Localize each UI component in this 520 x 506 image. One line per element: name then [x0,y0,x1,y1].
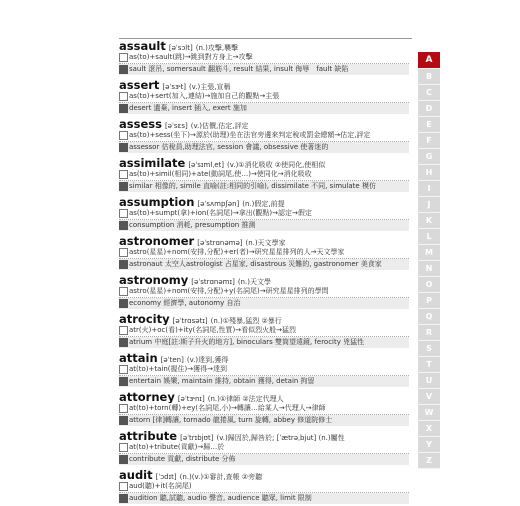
related-words-text: attorn [律]轉讓, tornado 龍捲風, turn 旋轉, abbey 修道院修士 [129,416,333,424]
headword-line [119,38,409,52]
pronunciation: [əˈsʌmpʃən] [197,200,240,208]
alphabet-tab-a[interactable]: A [418,52,440,69]
pronunciation: [əˈsɝt] [162,83,186,91]
etymology-row [119,325,409,337]
alphabet-tab-t[interactable]: T [418,357,440,373]
related-words-icon [119,182,128,191]
etymology-row [119,286,409,298]
related-words-icon [119,455,128,464]
alphabet-tab-z[interactable]: Z [418,453,440,469]
definition: (v.)主張,宣稱 [188,83,231,91]
alphabet-tab-e[interactable]: E [418,117,440,133]
related-words-icon [119,299,128,308]
etymology-icon [119,326,128,335]
definition: (v.)估價,估定,評定 [190,122,249,130]
related-words-text: atrium 中庭[註:斯子升火的地方], binoculars 雙筒望遠鏡, ferocity 兇猛性 [129,338,365,346]
dictionary-entry [119,311,409,348]
pronunciation: [ˈɔdɪt] [155,473,177,481]
etymology-icon [119,170,128,179]
pronunciation: [əˈsɪmlˌet] [188,161,225,169]
dictionary-entry [119,77,409,114]
etymology-text: as(to)+sault(跳)→跳到對方身上→攻擊 [129,53,253,61]
dictionary-entry [119,428,409,465]
headword: audit [119,468,153,481]
etymology-text: as(to)+sumpt(拿)+ion(名詞尾)→拿出(觀點)→認定→假定 [129,209,312,217]
headword-line [119,233,409,247]
etymology-row [119,442,409,454]
headword: attorney [119,390,175,403]
definition: (v.)①消化吸收 ②使同化,使相似 [227,161,326,169]
pronunciation: [əˈstrɑnəmɪ] [191,278,235,286]
related-words-icon [119,65,128,74]
related-words-icon [119,377,128,386]
headword-line [119,155,409,169]
headword-line [119,77,409,91]
etymology-row [119,208,409,220]
etymology-icon [119,404,128,413]
related-words-text: audition 聽,試聽, audio 聲音, audience 聽眾, limit 限制 [129,494,312,502]
alphabet-tab-w[interactable]: W [418,405,440,421]
alphabet-tab-l[interactable]: L [418,229,440,245]
headword-line [119,467,409,481]
alphabet-tab-v[interactable]: V [418,389,440,405]
headword: assess [119,117,162,130]
etymology-icon [119,287,128,296]
alphabet-tab-x[interactable]: X [418,421,440,437]
etymology-row [119,52,409,64]
etymology-icon [119,53,128,62]
pronunciation: [əˈsɛs] [164,122,188,130]
alphabet-tab-f[interactable]: F [418,133,440,149]
alphabet-tab-k[interactable]: K [418,213,440,229]
related-words-row [119,103,409,114]
etymology-text: at(to)+tribute(貢獻)→歸…於 [129,443,225,451]
dictionary-entry [119,233,409,270]
dictionary-entry [119,116,409,153]
headword: atrocity [119,312,170,325]
etymology-text: at(to)+torn(轉)+ey(名詞尾,小)→轉讓…給某人→代理人→律師 [129,404,326,412]
related-words-icon [119,143,128,152]
etymology-icon [119,92,128,101]
alphabet-tab-m[interactable]: M [418,245,440,261]
headword: assimilate [119,156,186,169]
related-words-text: contribute 貢獻, distribute 分佈 [129,455,236,463]
alphabet-tab-p[interactable]: P [418,293,440,309]
related-words-row [119,376,409,387]
etymology-text: as(to)+sert(加入,連結)→施加自己的觀點→主張 [129,92,280,100]
etymology-icon [119,248,128,257]
related-words-text: astronaut 太空人astrologist 占星家, disastrous 災難的, gastronomer 美食家 [129,260,382,268]
etymology-row [119,91,409,103]
definition: (n.)①殘暴,猛烈 ②暴行 [210,317,282,325]
related-words-icon [119,416,128,425]
related-words-row [119,142,409,153]
alphabet-tab-u[interactable]: U [418,373,440,389]
definition: (n.)天文學家 [245,239,286,247]
definition: (v.)達到,獲得 [186,356,229,364]
related-words-text: sault 滾吊, somersault 翻筋斗, result 結果, insult 侮辱 fault 缺陷 [129,65,349,73]
definition: (n.)天文學 [237,278,271,286]
related-words-text: similar 相像的, simile 直喻(註:相同的引喻), dissimilate 不同, simulate 模仿 [129,182,376,190]
definition: (n.)①律師 ②法定代理人 [207,395,284,403]
alphabet-tab-o[interactable]: O [418,277,440,293]
headword: assault [119,39,166,52]
headword-line [119,272,409,286]
pronunciation: [əˈten] [160,356,184,364]
headword: attribute [119,429,178,442]
headword: assumption [119,195,195,208]
related-words-row [119,415,409,426]
etymology-text: atr(火)+oc(看)+ity(名詞尾,性質)→看似烈火般→猛烈 [129,326,296,334]
etymology-row [119,169,409,181]
alphabet-tab-n[interactable]: N [418,261,440,277]
dictionary-entry [119,155,409,192]
related-words-icon [119,104,128,113]
headword-line [119,428,409,442]
alphabet-tab-c[interactable]: C [418,85,440,101]
dictionary-entry [119,272,409,309]
headword-line [119,194,409,208]
etymology-row [119,364,409,376]
related-words-row [119,493,409,504]
alphabet-tab-j[interactable]: J [418,197,440,213]
definition: (n.)假定,前提 [242,200,285,208]
etymology-row [119,247,409,259]
dictionary-entry [119,389,409,426]
related-words-text: assessor 估稅員,助理法官, session 會議, obsessive 使著迷的 [129,143,329,151]
etymology-text: astro(星星)+nom(安排,分配)+y(名詞尾)→研究星星排列的學問 [129,287,329,295]
related-words-row [119,454,409,465]
dictionary-entry [119,38,409,75]
etymology-text: as(to)+sess(坐下)→源於(助理)坐在法官旁邊來判定稅或罰金總額→估定,評定 [129,131,371,139]
related-words-row [119,337,409,348]
alphabet-tab-b[interactable]: B [418,69,440,85]
headword: astronomer [119,234,195,247]
definition: (n.)攻擊,襲擊 [195,44,239,52]
alphabet-tab-i[interactable]: I [418,181,440,197]
related-words-text: entertain 娛樂, maintain 維持, obtain 獲得, detain 拘留 [129,377,315,385]
etymology-text: as(to)+simil(相同)+ate(動詞尾,使…)→使同化→消化吸收 [129,170,312,178]
etymology-row [119,481,409,493]
related-words-row [119,259,409,270]
dictionary-entry [119,194,409,231]
alphabet-tab-h[interactable]: H [418,165,440,181]
alphabet-tab-y[interactable]: Y [418,437,440,453]
dictionary-entry [119,350,409,387]
etymology-text: aud(聽)+it(名詞尾) [129,482,192,490]
headword-line [119,350,409,364]
pronunciation: [əˈtrɪbjʊt] [180,434,214,442]
related-words-icon [119,338,128,347]
alphabet-tab-q[interactable]: Q [418,309,440,325]
definition: (n.)(v.)①審計,查帳 ②旁聽 [179,473,263,481]
definition: (v.)歸因於,歸咎於; [ˈætrəˌbjut] (n.)屬性 [216,434,345,442]
etymology-icon [119,443,128,452]
headword-line [119,311,409,325]
related-words-text: desert 遺棄, insert 插入, exert 施加 [129,104,247,112]
pronunciation: [əˈtɝnɪ] [177,395,205,403]
headword: assert [119,78,160,91]
related-words-icon [119,221,128,230]
alphabet-tab-s[interactable]: S [418,341,440,357]
alphabet-tab-r[interactable]: R [418,325,440,341]
pronunciation: [əˈsɔlt] [168,44,193,52]
related-words-row [119,64,409,75]
related-words-row [119,181,409,192]
etymology-icon [119,482,128,491]
dictionary-entry [119,467,409,504]
alphabet-tab-d[interactable]: D [418,101,440,117]
headword-line [119,389,409,403]
alphabet-index [418,52,440,469]
related-words-row [119,298,409,309]
headword: attain [119,351,158,364]
related-words-text: consumption 消耗, presumption 推測 [129,221,256,229]
headword-line [119,116,409,130]
etymology-icon [119,209,128,218]
headword: astronomy [119,273,189,286]
etymology-row [119,130,409,142]
related-words-text: economy 經濟學, autonomy 自治 [129,299,241,307]
etymology-row [119,403,409,415]
entry-list [119,38,409,506]
related-words-icon [119,494,128,503]
alphabet-tab-g[interactable]: G [418,149,440,165]
related-words-icon [119,260,128,269]
etymology-icon [119,365,128,374]
etymology-icon [119,131,128,140]
pronunciation: [əˈstrɑnəmə] [197,239,243,247]
etymology-text: astro(星星)+nom(安排,分配)+er(者)→研究星星排列的人→天文學家 [129,248,345,256]
related-words-row [119,220,409,231]
etymology-text: at(to)+tain(握住)→獲得→達到 [129,365,227,373]
pronunciation: [əˈtrɑsətɪ] [172,317,208,325]
